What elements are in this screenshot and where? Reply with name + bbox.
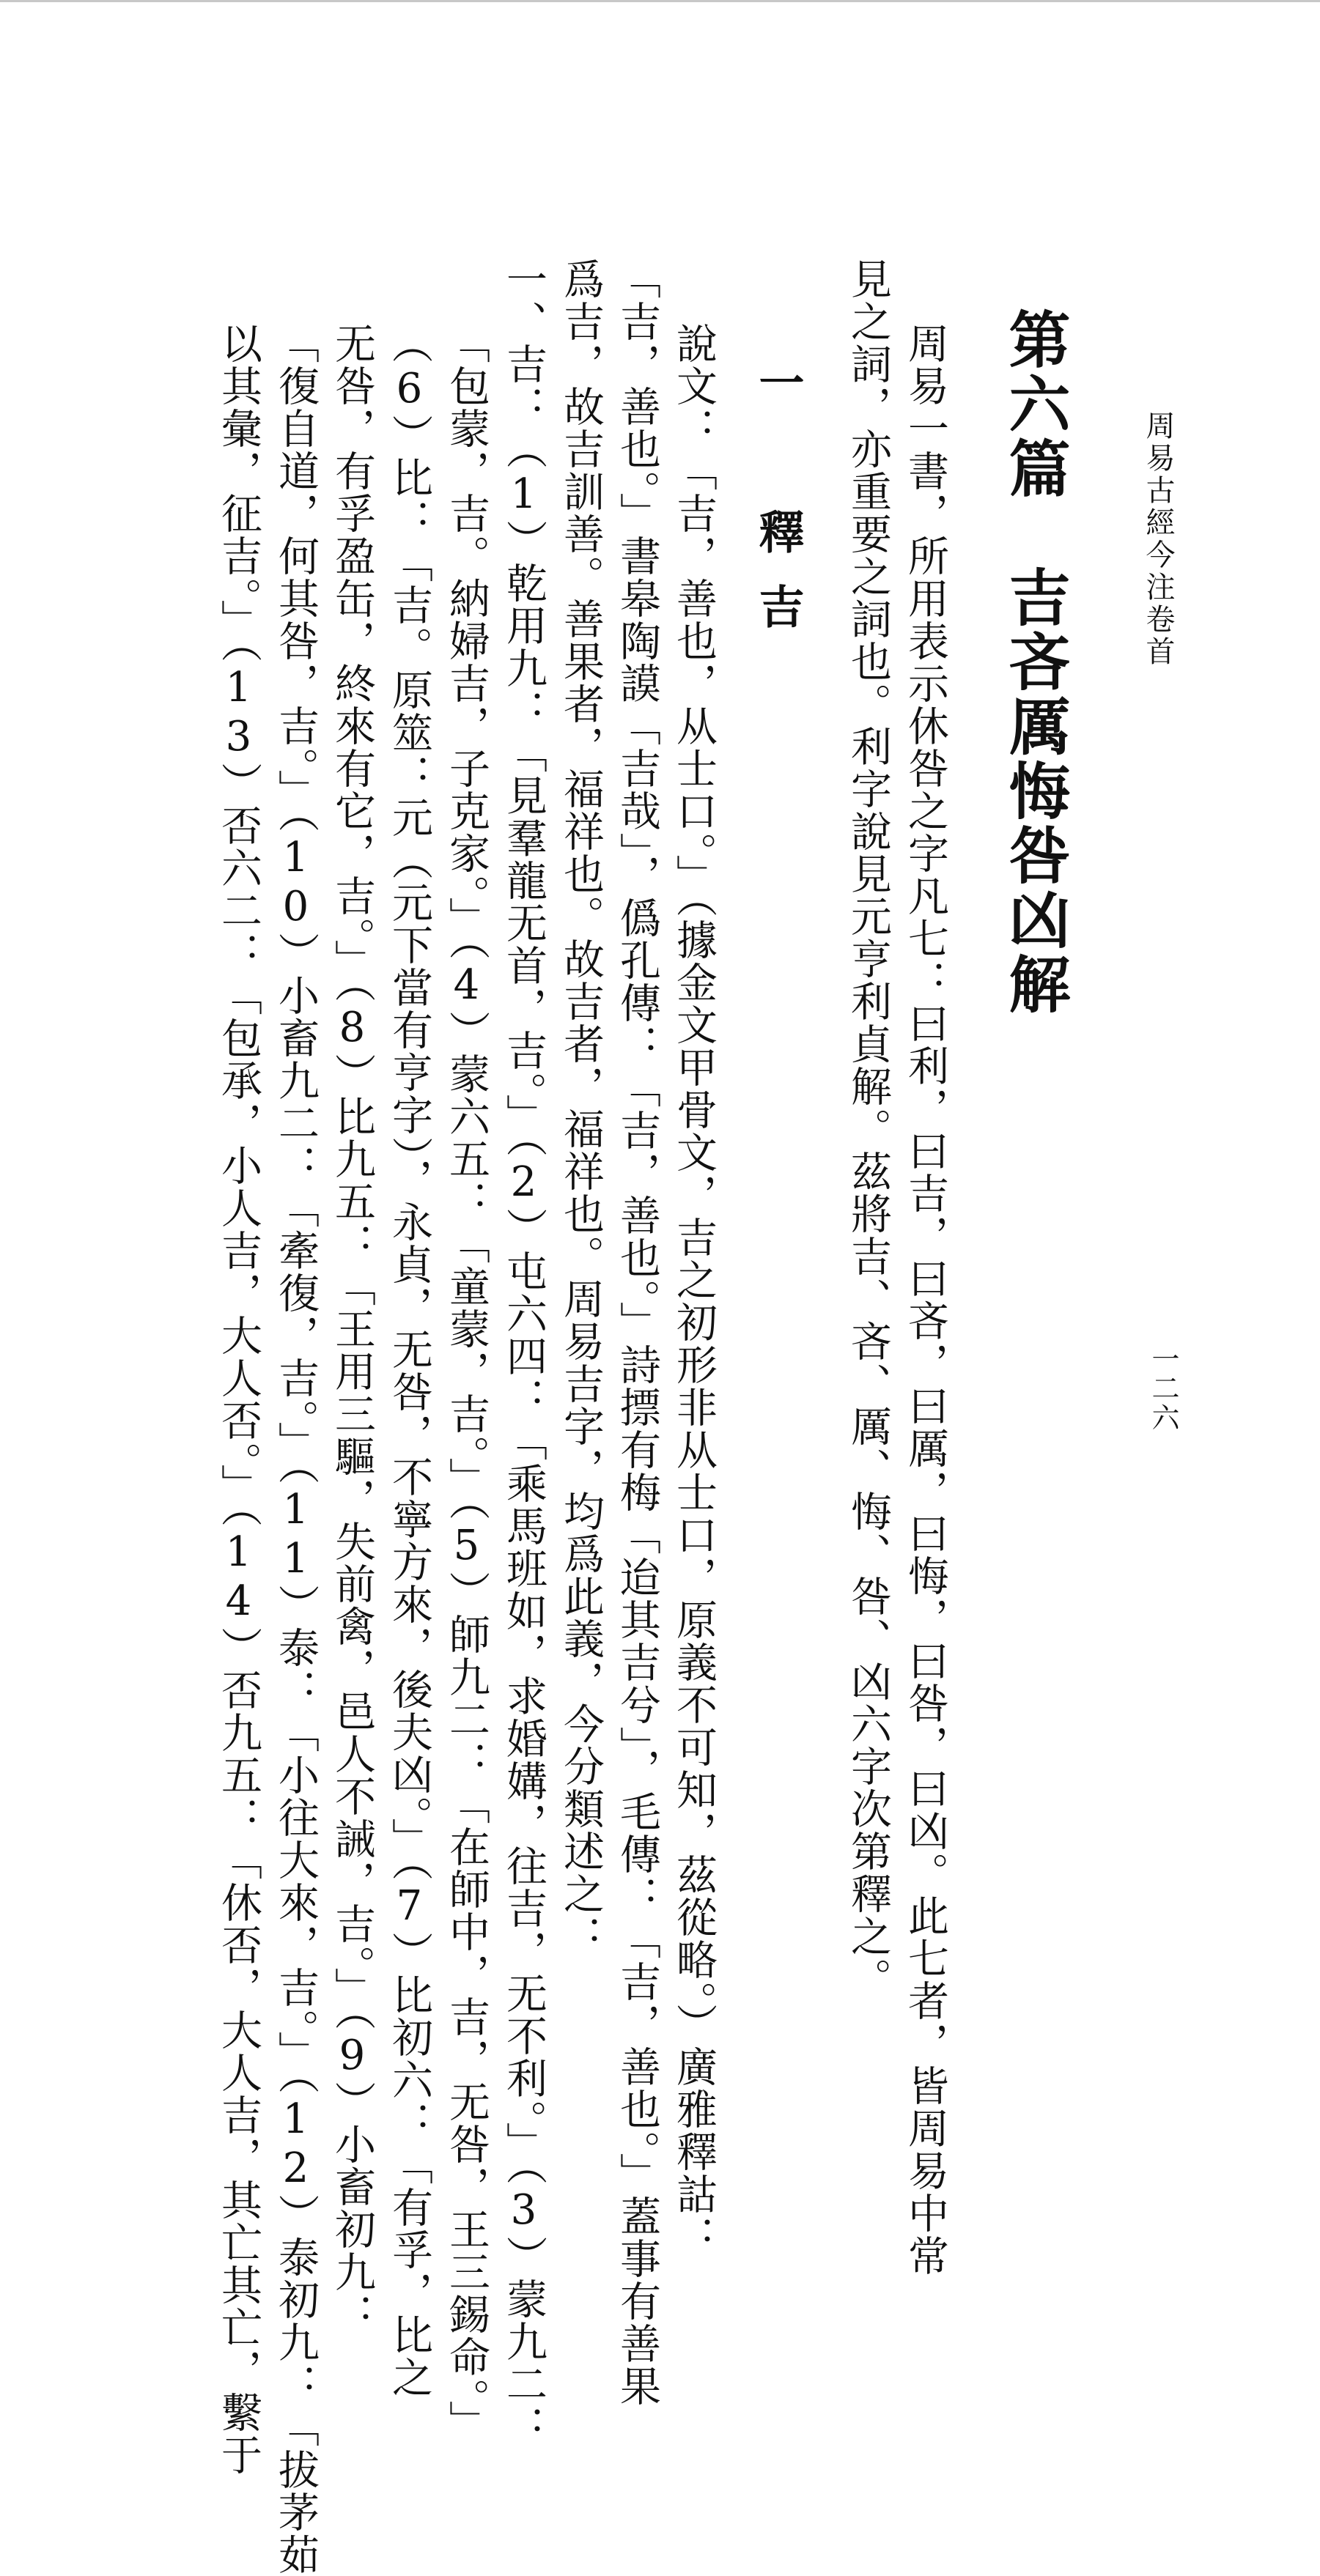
body-line: 一、吉：（1）乾用九：「見羣龍无首，吉。」（2）屯六四：「乘馬班如，求婚媾，往吉，无不利。」（3）蒙九二： <box>500 258 547 2448</box>
running-head: 周易古經今注卷首 <box>1141 410 1175 668</box>
body-line: 說文：「吉，善也，从士口。」（據金文甲骨文，吉之初形非从士口，原義不可知，茲從略。）廣雅釋詁： <box>670 322 718 2258</box>
intro-line: 見之詞，亦重要之詞也。利字說見元亨利貞解。茲將吉、吝、厲、悔、咎、凶六字次第釋之。 <box>844 258 892 2000</box>
body-line: 以其彙，征吉。」（13）否六二：「包承，小人吉，大人否。」（14）否九五：「休否，大人吉，其亡其亡，繫于 <box>215 322 262 2476</box>
page-number: 一二六 <box>1147 1344 1179 1432</box>
section-heading: 一 釋吉 <box>751 359 805 658</box>
body-line: 爲吉，故吉訓善。善果者，福祥也。故吉者，福祥也。周易吉字，均爲此義，今分類述之： <box>557 258 605 1958</box>
body-line: 「包蒙，吉。納婦吉，子克家。」（4）蒙六五：「童蒙，吉。」（5）師九二：「在師中，吉，无咎，王三錫命。」 <box>443 322 490 2443</box>
body-line: 「吉，善也。」書皋陶謨「吉哉」，僞孔傳：「吉，善也。」詩摽有梅「迨其吉兮」，毛傳：「吉，善也。」蓋事有善果 <box>613 258 661 2407</box>
body-line: （6）比：「吉。原筮：元（元下當有亨字），永貞，无咎，不寧方來，後夫凶。」（7）比初六：「有孚，比之 <box>386 322 433 2399</box>
chapter-title: 第六篇 吉吝厲悔咎凶解 <box>999 308 1072 1017</box>
body-line: 无咎，有孚盈缶，終來有它，吉。」（8）比九五：「王用三驅，失前禽，邑人不誡，吉。」（9）小畜初九： <box>328 322 376 2336</box>
body-line: 「復自道，何其咎，吉。」（10）小畜九二：「牽復，吉。」（11）泰：「小往大來，吉。」（12）泰初九：「拔茅茹 <box>272 322 320 2576</box>
intro-line: 周易一書，所用表示休咎之字凡七：曰利，曰吉，曰吝，曰厲，曰悔，曰咎，曰凶。此七者，皆周易中常 <box>901 322 949 2277</box>
scan-edge <box>0 0 1320 2</box>
